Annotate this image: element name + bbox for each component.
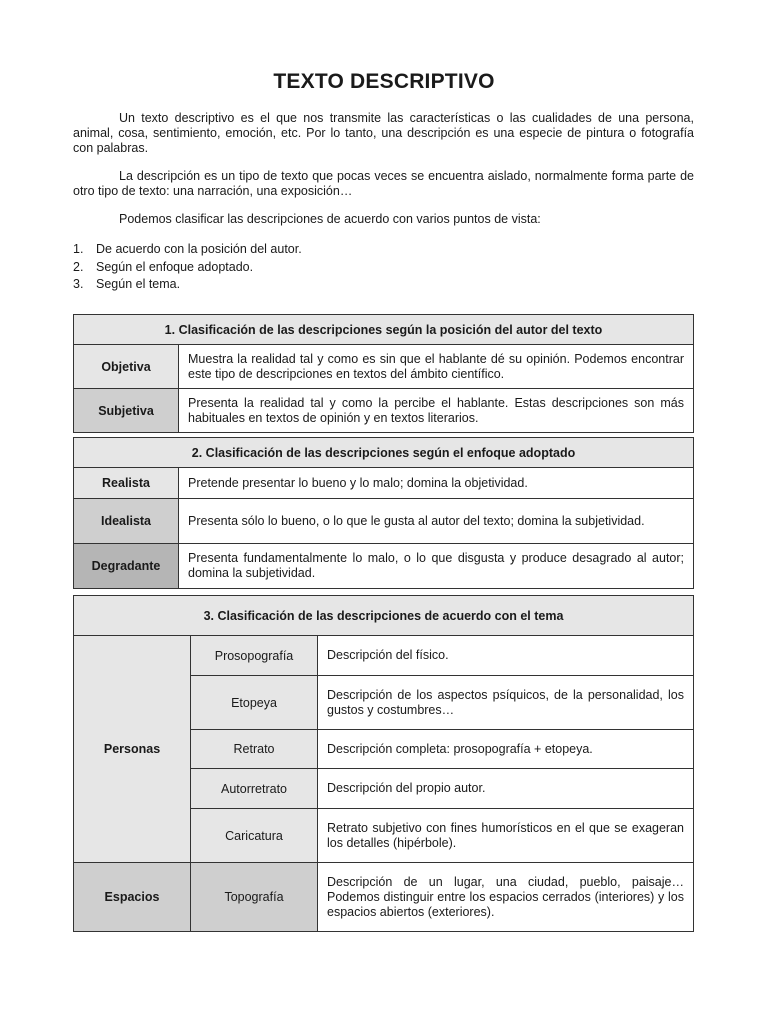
list-text: Según el tema.	[96, 277, 181, 291]
intro-paragraph	[73, 111, 694, 156]
row-description: Presenta sólo lo bueno, o lo que le gusta al autor del texto; domina la subjetividad.	[179, 499, 694, 544]
group-label-espacios: Espacios	[74, 863, 191, 932]
table-header: 2. Clasificación de las descripciones según el enfoque adoptado	[74, 438, 694, 468]
subtype-label: Topografía	[191, 863, 318, 932]
group-label-personas: Personas	[74, 636, 191, 863]
table-row	[74, 389, 694, 433]
table-row	[74, 544, 694, 589]
list-item	[73, 259, 302, 277]
subtype-label: Caricatura	[191, 809, 318, 863]
list-number: 2.	[73, 259, 84, 274]
table-row	[74, 345, 694, 389]
page-title: TEXTO DESCRIPTIVO	[273, 70, 495, 93]
row-label: Objetiva	[74, 345, 179, 389]
table-focus	[73, 437, 694, 589]
row-description: Descripción del propio autor.	[318, 769, 694, 809]
row-label: Idealista	[74, 499, 179, 544]
list-number: 3.	[73, 277, 84, 291]
list-item	[73, 241, 302, 259]
intro-paragraph-text: Un texto descriptivo es el que nos transmite las características o las cualidades de una persona, animal, cosa, sentimiento, emoción, etc. Por lo tanto, una descripción es una especie de pintura o fotografía con palabras.	[73, 111, 694, 155]
subtype-label: Autorretrato	[191, 769, 318, 809]
list-text: De acuerdo con la posición del autor.	[96, 242, 302, 256]
table-row	[74, 499, 694, 544]
list-text: Según el enfoque adoptado.	[96, 259, 254, 274]
subtype-label: Prosopografía	[191, 636, 318, 676]
row-description: Pretende presentar lo bueno y lo malo; domina la objetividad.	[179, 468, 694, 499]
table-header: 1. Clasificación de las descripciones según la posición del autor del texto	[74, 315, 694, 345]
context-paragraph	[73, 169, 694, 199]
table-row	[74, 863, 694, 932]
list-number: 1.	[73, 242, 84, 256]
row-label: Realista	[74, 468, 179, 499]
row-label: Subjetiva	[74, 389, 179, 433]
row-label: Degradante	[74, 544, 179, 589]
table-theme	[73, 595, 694, 932]
table-header: 3. Clasificación de las descripciones de acuerdo con el tema	[74, 596, 694, 636]
subtype-label: Etopeya	[191, 676, 318, 730]
row-description: Presenta la realidad tal y como la percibe el hablante. Estas descripciones son más habituales en textos de opinión y en textos literarios.	[179, 389, 694, 433]
row-description: Descripción de un lugar, una ciudad, pueblo, paisaje… Podemos distinguir entre los espacios cerrados (interiores) y los espacios abiertos (exteriores).	[318, 863, 694, 932]
classify-paragraph-text: Podemos clasificar las descripciones de acuerdo con varios puntos de vista:	[119, 212, 541, 226]
table-row	[74, 636, 694, 676]
row-description: Descripción de los aspectos psíquicos, de la personalidad, los gustos y costumbres…	[318, 676, 694, 730]
row-description: Descripción completa: prosopografía + etopeya.	[318, 730, 694, 769]
classify-paragraph	[73, 212, 694, 227]
row-description: Presenta fundamentalmente lo malo, o lo que disgusta y produce desagrado al autor; domina la subjetividad.	[179, 544, 694, 589]
row-description: Muestra la realidad tal y como es sin que el hablante dé su opinión. Podemos encontrar este tipo de descripciones en textos del ámbito científico.	[179, 345, 694, 389]
subtype-label: Retrato	[191, 730, 318, 769]
row-description: Retrato subjetivo con fines humorísticos en el que se exageran los detalles (hipérbole).	[318, 809, 694, 863]
row-description: Descripción del físico.	[318, 636, 694, 676]
table-row	[74, 468, 694, 499]
table-author-position	[73, 314, 694, 433]
list-item	[73, 276, 302, 294]
context-paragraph-text: La descripción es un tipo de texto que pocas veces se encuentra aislado, normalmente forma parte de otro tipo de texto: una narración, una exposición…	[73, 169, 694, 198]
criteria-list	[73, 241, 302, 294]
